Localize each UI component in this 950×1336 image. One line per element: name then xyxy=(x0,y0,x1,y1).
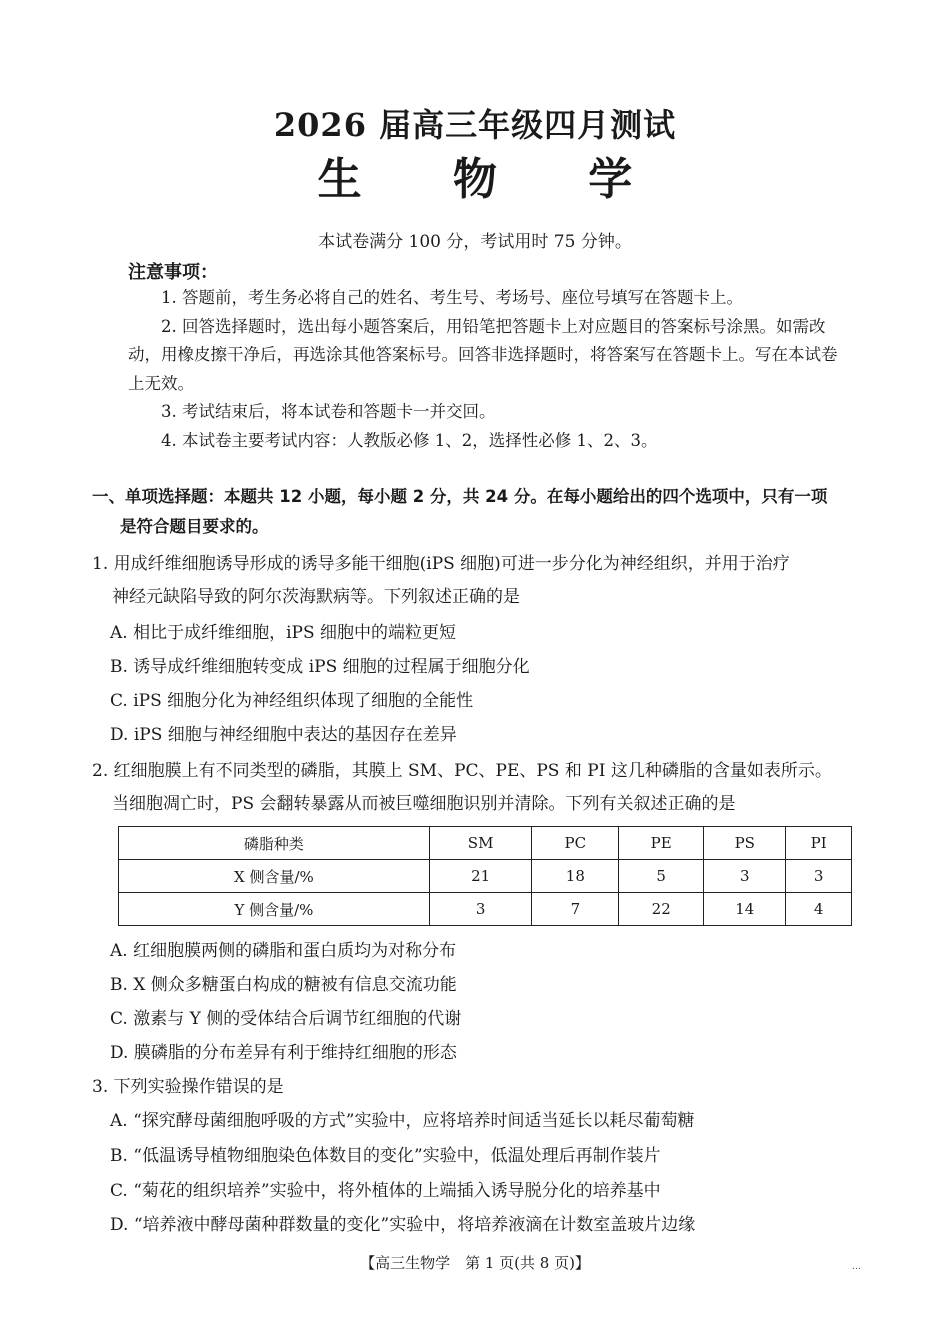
table-header-cell: 磷脂种类 xyxy=(119,827,430,860)
question-1-stem xyxy=(92,548,872,614)
table-cell: 14 xyxy=(704,893,786,926)
question-2-option-b: B. X 侧众多糖蛋白构成的糖被有信息交流功能 xyxy=(110,975,457,995)
table-header-cell: PC xyxy=(532,827,619,860)
question-3-option-b: B. “低温诱导植物细胞染色体数目的变化”实验中，低温处理后再制作装片 xyxy=(110,1146,661,1166)
question-1-option-c: C. iPS 细胞分化为神经组织体现了细胞的全能性 xyxy=(110,691,474,711)
table-cell: 3 xyxy=(429,893,532,926)
question-stem-line: 2. 红细胞膜上有不同类型的磷脂，其膜上 SM、PC、PE、PS 和 PI 这几种磷脂的含量如表所示。 xyxy=(92,761,832,781)
table-cell: X 侧含量/% xyxy=(119,860,430,893)
question-stem-line: 神经元缺陷导致的阿尔茨海默病等。下列叙述正确的是 xyxy=(112,587,520,607)
corner-mark: … xyxy=(852,1262,861,1272)
table-cell: Y 侧含量/% xyxy=(119,893,430,926)
question-2-option-a: A. 红细胞膜两侧的磷脂和蛋白质均为对称分布 xyxy=(110,941,457,961)
notice-item: 2. 回答选择题时，选出每小题答案后，用铅笔把答题卡上对应题目的答案标号涂黑。如需改动，用橡皮擦干净后，再选涂其他答案标号。回答非选择题时，将答案写在答题卡上。写在本试卷上无效。 xyxy=(128,316,838,393)
section-line: 是符合题目要求的。 xyxy=(120,517,269,536)
phospholipid-table xyxy=(118,826,852,926)
table-header-cell: PS xyxy=(704,827,786,860)
notice-item: 1. 答题前，考生务必将自己的姓名、考生号、考场号、座位号填写在答题卡上。 xyxy=(161,288,743,307)
notice-item: 3. 考试结束后，将本试卷和答题卡一并交回。 xyxy=(161,402,496,421)
table-cell: 3 xyxy=(786,860,852,893)
table-row xyxy=(119,893,852,926)
question-3-stem xyxy=(92,1071,872,1104)
question-2-option-d: D. 膜磷脂的分布差异有利于维持红细胞的形态 xyxy=(110,1043,457,1063)
question-3-option-d: D. “培养液中酵母菌种群数量的变化”实验中，将培养液滴在计数室盖玻片边缘 xyxy=(110,1215,696,1235)
table-cell: 7 xyxy=(532,893,619,926)
notice-item: 4. 本试卷主要考试内容：人教版必修 1、2，选择性必修 1、2、3。 xyxy=(161,430,658,450)
question-stem-line: 当细胞凋亡时，PS 会翻转暴露从而被巨噬细胞识别并清除。下列有关叙述正确的是 xyxy=(112,794,736,814)
notice-list xyxy=(128,284,848,455)
notice-heading: 注意事项： xyxy=(128,262,218,283)
question-1-option-d: D. iPS 细胞与神经细胞中表达的基因存在差异 xyxy=(110,725,457,745)
question-3-option-c: C. “菊花的组织培养”实验中，将外植体的上端插入诱导脱分化的培养基中 xyxy=(110,1181,661,1201)
question-3-option-a: A. “探究酵母菌细胞呼吸的方式”实验中，应将培养时间适当延长以耗尽葡萄糖 xyxy=(110,1111,695,1131)
table-header-row xyxy=(119,827,852,860)
table-cell: 5 xyxy=(619,860,704,893)
table-cell: 21 xyxy=(429,860,532,893)
table-cell: 3 xyxy=(704,860,786,893)
question-2-stem xyxy=(92,755,872,821)
table-header-cell: PE xyxy=(619,827,704,860)
question-stem-line: 1. 用成纤维细胞诱导形成的诱导多能干细胞(iPS 细胞)可进一步分化为神经组织，并用于治疗 xyxy=(92,554,790,574)
table-cell: 18 xyxy=(532,860,619,893)
section-line: 一、单项选择题：本题共 12 小题，每小题 2 分，共 24 分。在每小题给出的四个选项中，只有一项 xyxy=(92,487,828,506)
exam-intro: 本试卷满分 100 分，考试用时 75 分钟。 xyxy=(318,232,632,252)
question-1-option-a: A. 相比于成纤维细胞，iPS 细胞中的端粒更短 xyxy=(110,623,457,643)
page-footer: 【高三生物学 第 1 页(共 8 页)】 xyxy=(360,1254,590,1272)
exam-title: 2026 届高三年级四月测试 xyxy=(273,106,677,144)
table-header-cell: SM xyxy=(429,827,532,860)
table-cell: 22 xyxy=(619,893,704,926)
table-cell: 4 xyxy=(786,893,852,926)
question-stem-line: 3. 下列实验操作错误的是 xyxy=(92,1077,284,1097)
section-heading xyxy=(92,482,872,542)
table-row xyxy=(119,860,852,893)
table-header-cell: PI xyxy=(786,827,852,860)
question-1-option-b: B. 诱导成纤维细胞转变成 iPS 细胞的过程属于细胞分化 xyxy=(110,657,530,677)
question-2-option-c: C. 激素与 Y 侧的受体结合后调节红细胞的代谢 xyxy=(110,1009,462,1029)
subject-title: 生 物 学 xyxy=(317,154,671,205)
